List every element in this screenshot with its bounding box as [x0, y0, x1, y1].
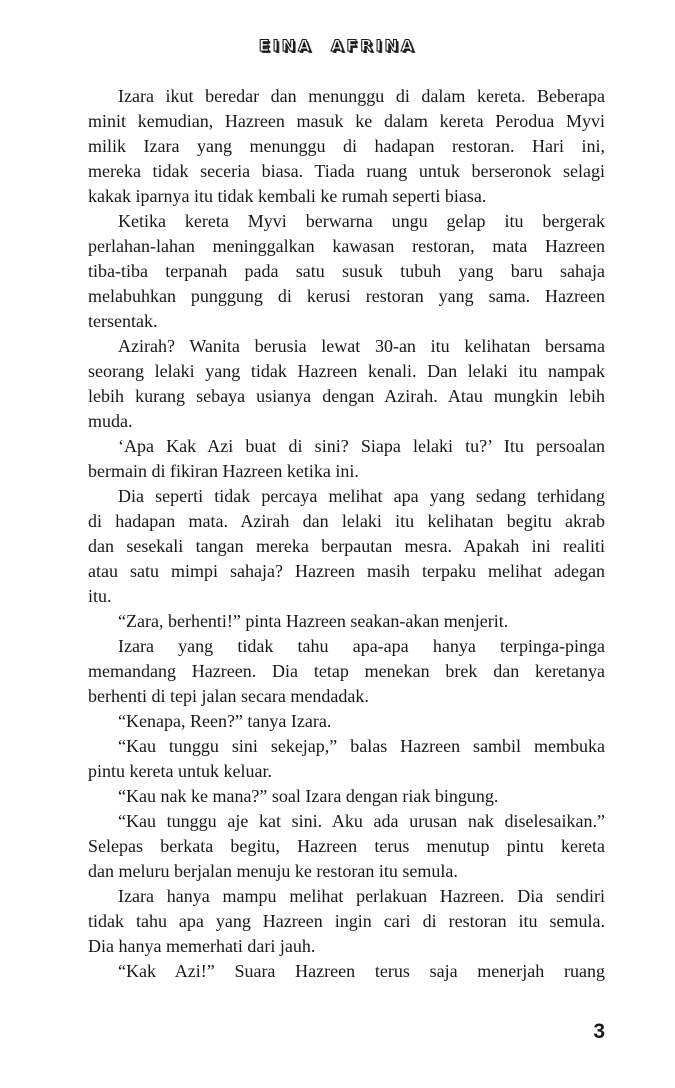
text-line: “Kak Azi!” Suara Hazreen terus saja menerjah ruang — [118, 961, 605, 981]
text-line: lebih kurang sebaya usianya dengan Azirah. Atau mungkin lebih — [88, 386, 605, 406]
author-name: EINA AFRINA — [258, 36, 417, 55]
text-line: Dia seperti tidak percaya melihat apa yang sedang terhidang — [118, 486, 605, 506]
text-line: tiba-tiba terpanah pada satu susuk tubuh yang baru sahaja — [88, 261, 605, 281]
paragraph — [88, 784, 605, 809]
paragraph — [88, 959, 605, 984]
text-line: atau satu mimpi sahaja? Hazreen masih terpaku melihat adegan — [88, 561, 605, 581]
text-line: tidak tahu apa yang Hazreen ingin cari di restoran itu semula. — [88, 911, 605, 931]
text-line: “Zara, berhenti!” pinta Hazreen seakan-akan menjerit. — [118, 611, 509, 631]
text-line: tersentak. — [88, 311, 158, 331]
text-line: milik Izara yang menunggu di hadapan restoran. Hari ini, — [88, 136, 605, 156]
text-line: berhenti di tepi jalan secara mendadak. — [88, 686, 369, 706]
paragraph — [88, 884, 605, 959]
paragraph — [88, 434, 605, 484]
text-line: memandang Hazreen. Dia tetap menekan brek dan keretanya — [88, 661, 605, 681]
paragraph — [88, 84, 605, 209]
text-line: kakak iparnya itu tidak kembali ke rumah seperti biasa. — [88, 186, 487, 206]
running-header — [0, 36, 675, 56]
paragraph — [88, 634, 605, 709]
text-line: Ketika kereta Myvi berwarna ungu gelap itu bergerak — [118, 211, 605, 231]
paragraph — [88, 809, 605, 884]
page-number: 3 — [593, 1020, 605, 1043]
text-line: “Kau nak ke mana?” soal Izara dengan riak bingung. — [118, 786, 499, 806]
paragraph — [88, 709, 605, 734]
text-line: Izara ikut beredar dan menunggu di dalam kereta. Beberapa — [118, 86, 605, 106]
text-line: seorang lelaki yang tidak Hazreen kenali. Dan lelaki itu nampak — [88, 361, 605, 381]
text-line: ‘Apa Kak Azi buat di sini? Siapa lelaki tu?’ Itu persoalan — [118, 436, 605, 456]
text-line: Selepas berkata begitu, Hazreen terus menutup pintu kereta — [88, 836, 605, 856]
text-line: bermain di fikiran Hazreen ketika ini. — [88, 461, 359, 481]
text-line: perlahan-lahan meninggalkan kawasan restoran, mata Hazreen — [88, 236, 605, 256]
paragraph — [88, 734, 605, 784]
text-line: minit kemudian, Hazreen masuk ke dalam kereta Perodua Myvi — [88, 111, 605, 131]
text-line: Azirah? Wanita berusia lewat 30-an itu kelihatan bersama — [118, 336, 605, 356]
paragraph — [88, 484, 605, 609]
text-line: mereka tidak seceria biasa. Tiada ruang untuk berseronok selagi — [88, 161, 605, 181]
text-line: Dia hanya memerhati dari jauh. — [88, 936, 316, 956]
text-line: dan sesekali tangan mereka berpautan mesra. Apakah ini realiti — [88, 536, 605, 556]
text-line: “Kenapa, Reen?” tanya Izara. — [118, 711, 332, 731]
text-line: di hadapan mata. Azirah dan lelaki itu kelihatan begitu akrab — [88, 511, 605, 531]
text-line: “Kau tunggu aje kat sini. Aku ada urusan nak diselesaikan.” — [118, 811, 605, 831]
text-line: dan meluru berjalan menuju ke restoran itu semula. — [88, 861, 458, 881]
text-line: muda. — [88, 411, 133, 431]
text-line: “Kau tunggu sini sekejap,” balas Hazreen sambil membuka — [118, 736, 605, 756]
text-line: pintu kereta untuk keluar. — [88, 761, 272, 781]
text-line: itu. — [88, 586, 112, 606]
text-line: Izara hanya mampu melihat perlakuan Hazreen. Dia sendiri — [118, 886, 605, 906]
text-line: Izara yang tidak tahu apa-apa hanya terpinga-pinga — [118, 636, 605, 656]
paragraph — [88, 334, 605, 434]
paragraph — [88, 209, 605, 334]
paragraph — [88, 609, 605, 634]
body-text — [88, 84, 605, 984]
text-line: melabuhkan punggung di kerusi restoran yang sama. Hazreen — [88, 286, 605, 306]
